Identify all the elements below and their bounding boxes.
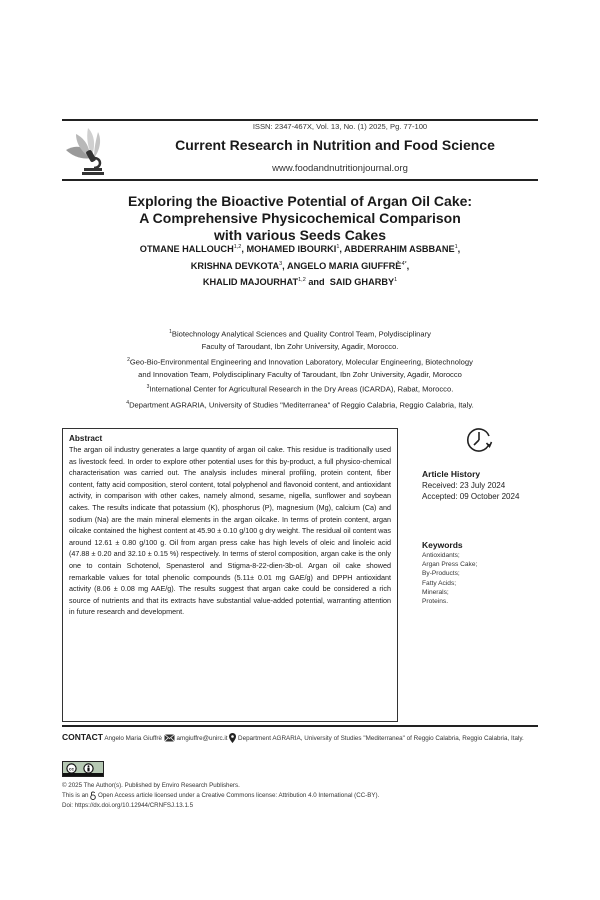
affiliation-text: and Innovation Team, Polydisciplinary Faculty of Taroudant, Ibn Zohr University, Agadir, Morocco	[138, 369, 462, 379]
author-name: SAID GHARBY	[329, 277, 395, 288]
author-line	[70, 257, 530, 274]
contact-email-link[interactable]: amgiuffre@unirc.it	[176, 735, 228, 742]
paper-title-line: with various Seeds Cakes	[214, 227, 386, 243]
envelope-icon	[164, 734, 175, 742]
open-access-lock-icon	[90, 791, 96, 800]
copyright-line: © 2025 The Author(s). Published by Enviro Research Publishers.	[62, 782, 240, 789]
abstract-text: The argan oil industry generates a large quantity of argan oil cake. This residue is traditionally used as livestock feed. In order to explore other potential uses for this by-product, a full physico-chemical characterisation was carried out. The analysis includes mineral profiling, protein content, fiber content, fatty acid composition, sterol content, total polyphenol and flavonoid content, and antioxidant activity, in comparison with other cakes, namely almond, sesame, nigella, sunflower and soybean cakes. The results indicate that potassium (K), phosphorus (P), magnesium (Mg), calcium (Ca) and sodium (Na) are the main mineral elements in the argan oilcake. In terms of protein content, argan oilcake contained the highest content at 45.90 ± 0.10 g/100 g dry weight. The residual oil content was around 12.61 ± 0.80 g/100 g. Oil from argan press cake has high levels of oleic and linoleic acid (47.88 ± 0.20 and 32.10 ± 0.15 %) respectively. In terms of sterol composition, argan cake is the only one to contain Schotenol, Spenasterol and Stigma-8-22-dien-3b-ol. Argan oil cake showed remarkable values for total phenolic compounds (5.11± 0.01 mg GAE/g) and DPPH antioxidant activity (8.06 ± 0.08 mg AAE/g). The results suggest that argan cake could be considered a rich source of nutrients and that its extracts have substantial value-added potential, warranting attention in future research and development.	[69, 445, 391, 617]
journal-title: Current Research in Nutrition and Food Science	[175, 137, 495, 153]
header-top-rule	[62, 119, 538, 121]
paper-title-line: Exploring the Bioactive Potential of Argan Oil Cake:	[127, 193, 473, 209]
contact-rule	[62, 725, 538, 727]
keyword-item: By-Products;	[422, 570, 460, 578]
author-name: KRISHNA DEVKOTA	[190, 260, 280, 271]
keyword-item: Antioxidants;	[422, 552, 460, 559]
contact-block	[62, 731, 542, 746]
author-affiliation-sup: 1,2	[298, 277, 306, 284]
contact-name: Angelo Maria Giuffrè	[104, 735, 162, 742]
keyword-item: Proteins.	[422, 598, 449, 606]
author-separator: ,	[282, 260, 287, 271]
cc-by-badge[interactable]	[62, 761, 104, 777]
affiliation-line	[60, 341, 540, 354]
author-affiliation-sup: 1	[394, 277, 398, 284]
affiliation-text: Faculty of Taroudant, Ibn Zohr University, Agadir, Morocco.	[201, 342, 399, 352]
open-access-suffix: Open Access article licensed under a Creative Commons license: Attribution 4.0 International (CC-BY).	[97, 792, 380, 800]
author-affiliation-sup: 1,2	[233, 244, 242, 250]
journal-logo-icon	[62, 124, 112, 176]
affiliation-sup: 2	[127, 356, 130, 363]
received-date: Received: 23 July 2024	[422, 481, 506, 490]
affiliation-text: Department AGRARIA, University of Studies "Mediterranea" of Reggio Calabria, Reggio Calabria, Italy.	[129, 400, 474, 410]
article-history	[422, 469, 542, 502]
author-list	[70, 240, 530, 290]
affiliation-line	[60, 397, 540, 412]
affiliation-text: Geo-Bio-Environmental Engineering and Innovation Laboratory, Molecular Engineering, Biotechnology	[129, 357, 473, 367]
keyword-item: Minerals;	[422, 588, 449, 596]
author-affiliation-sup: 3	[279, 260, 283, 267]
doi-link[interactable]: Doi: https://dx.doi.org/10.12944/CRNFSJ.13.1.5	[62, 802, 194, 810]
author-separator: ,	[406, 260, 410, 271]
header-bottom-rule	[62, 179, 538, 181]
affiliation-text: International Center for Agricultural Research in the Dry Areas (ICARDA), Rabat, Morocco.	[149, 384, 454, 394]
author-separator: ,	[241, 244, 247, 255]
affiliation-line	[60, 354, 540, 369]
keywords-section	[422, 540, 542, 606]
map-pin-icon	[229, 733, 236, 743]
cc-badge-strip	[63, 773, 103, 776]
contact-address: Department AGRARIA, University of Studies "Mediterranea" of Reggio Calabria, Reggio Calabria, Italy.	[238, 735, 524, 742]
author-name: OTMANE HALLOUCH	[139, 244, 234, 255]
open-access-prefix: This is an	[62, 792, 89, 800]
open-access-line	[62, 791, 542, 801]
accepted-date: Accepted: 09 October 2024	[422, 492, 520, 501]
keyword-item: Fatty Acids;	[422, 579, 457, 587]
author-line	[70, 240, 530, 257]
article-history-heading: Article History	[422, 469, 481, 479]
affiliation-sup: 4	[126, 399, 130, 406]
contact-label: CONTACT	[62, 732, 103, 742]
issn-line: ISSN: 2347-467X, Vol. 13, No. (1) 2025, Pg. 77-100	[252, 122, 428, 131]
paper-title	[70, 193, 530, 244]
abstract-heading: Abstract	[69, 434, 103, 443]
author-separator: ,	[339, 244, 345, 255]
author-name: KHALID MAJOURHAT	[202, 277, 299, 288]
author-affiliation-sup: 1	[336, 244, 340, 250]
affiliation-line	[60, 326, 540, 341]
author-name: ABDERRAHIM ASBBANE	[344, 244, 455, 255]
svg-text:cc: cc	[68, 766, 75, 772]
paper-title-line: A Comprehensive Physicochemical Comparison	[139, 210, 461, 226]
keywords-heading: Keywords	[422, 540, 463, 550]
affiliation-text: Biotechnology Analytical Sciences and Quality Control Team, Polydisciplinary	[171, 329, 431, 339]
affiliation-line	[60, 369, 540, 382]
author-separator: ,	[457, 244, 461, 255]
license-footer	[62, 781, 542, 811]
affiliation-sup: 1	[169, 329, 172, 335]
author-separator: and	[305, 277, 328, 288]
journal-url-link[interactable]: www.foodandnutritionjournal.org	[272, 163, 408, 174]
author-name: MOHAMED IBOURKI	[246, 244, 337, 255]
affiliation-line	[60, 381, 540, 396]
author-name: ANGELO MARIA GIUFFRÈ	[286, 260, 402, 271]
author-line	[70, 273, 530, 290]
affiliation-sup: 3	[146, 384, 150, 391]
author-affiliation-sup: 1	[454, 244, 458, 250]
clock-icon	[464, 425, 494, 455]
keyword-item: Argan Press Cake;	[422, 561, 478, 569]
abstract-box	[62, 428, 398, 722]
author-affiliation-sup: 4*	[401, 260, 407, 267]
affiliations	[60, 326, 540, 412]
